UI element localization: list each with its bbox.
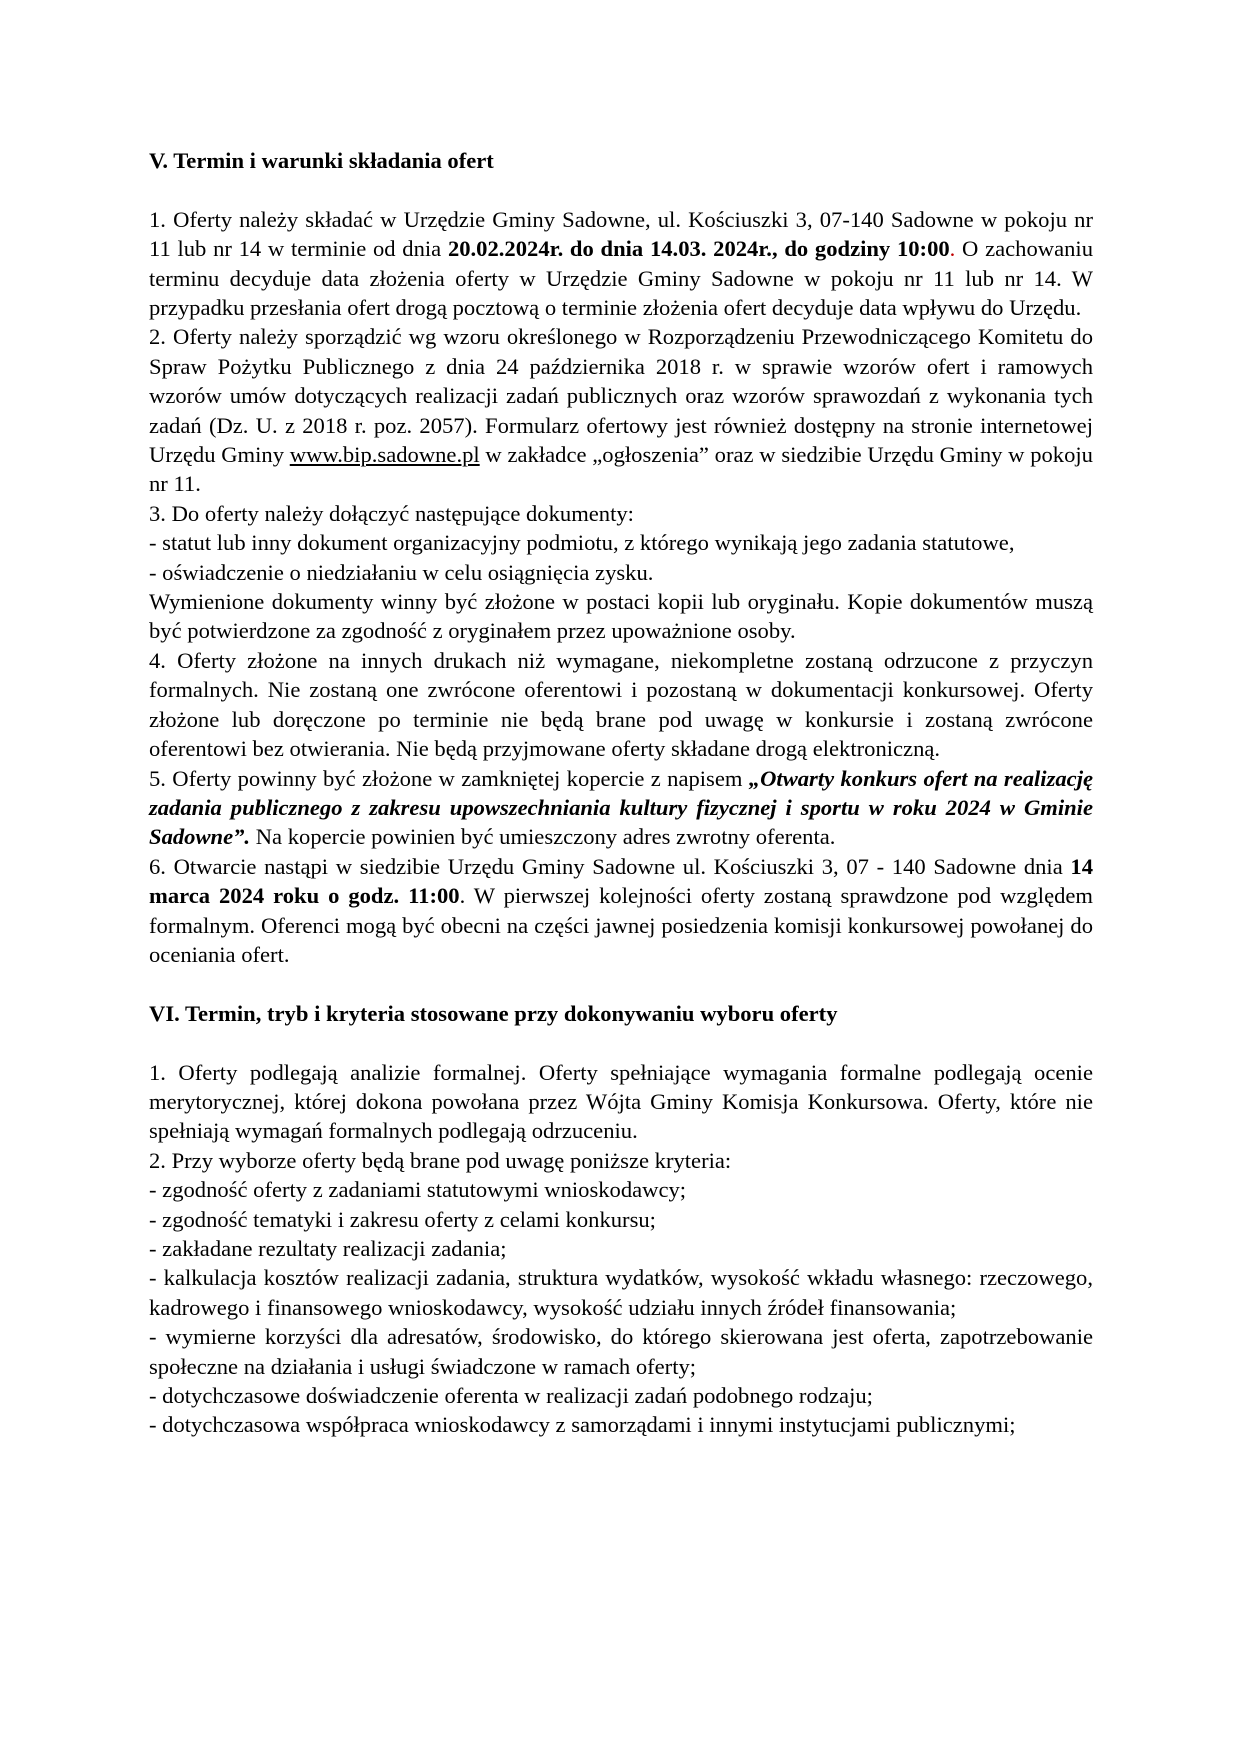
- bip-link[interactable]: www.bip.sadowne.pl: [289, 442, 480, 468]
- section-v-paragraph-3-note: Wymienione dokumenty winny być złożone w postaci kopii lub oryginału. Kopie dokumentów muszą być potwierdzone za zgodność z oryginałem przez upoważnione osoby.: [149, 589, 1093, 644]
- section-vi-paragraph-1: 1. Oferty podlegają analizie formalnej. Oferty spełniające wymagania formalne podlegają ocenie merytorycznej, której dokona powołana przez Wójta Gminy Komisja Konkursowa. Oferty, które nie spełniają wymagań formalnych podlegają odrzuceniu.: [149, 1059, 1093, 1144]
- criteria-item: - dotychczasowa współpraca wnioskodawcy z samorządami i innymi instytucjami publicznymi;: [149, 1412, 1016, 1438]
- criteria-item: - zgodność oferty z zadaniami statutowymi wnioskodawcy;: [149, 1177, 687, 1203]
- list-item: - statut lub inny dokument organizacyjny podmiotu, z którego wynikają jego zadania statutowe,: [149, 530, 1015, 556]
- list-item: - oświadczenie o niedziałaniu w celu osiągnięcia zysku.: [149, 559, 654, 585]
- criteria-item: - zakładane rezultaty realizacji zadania;: [149, 1235, 507, 1261]
- section-v-paragraph-1: 1. Oferty należy składać w Urzędzie Gminy Sadowne, ul. Kościuszki 3, 07-140 Sadowne w pokoju nr 11 lub nr 14 w terminie od dnia 20.02.2024r. do dnia 14.03. 2024r., do godziny 10:00. O zachowaniu terminu decyduje data złożenia oferty w Urzędzie Gminy Sadowne w pokoju nr 11 lub nr 14. W przypadku przesłania ofert drogą pocztową o terminie złożenia ofert decyduje data wpływu do Urzędu.: [149, 206, 1093, 321]
- section-v-paragraph-6: 6. Otwarcie nastąpi w siedzibie Urzędu Gminy Sadowne ul. Kościuszki 3, 07 - 140 Sadowne dnia 14 marca 2024 roku o godz. 11:00. W pierwszej kolejności oferty zostaną sprawdzone pod względem formalnym. Oferenci mogą być obecni na części jawnej posiedzenia komisji konkursowej powołanej do oceniania ofert.: [149, 853, 1093, 967]
- section-v-paragraph-4: 4. Oferty złożone na innych drukach niż wymagane, niekompletne zostaną odrzucone z przyczyn formalnych. Nie zostaną one zwrócone oferentowi i pozostaną w dokumentacji konkursowej. Oferty złożone lub doręczone po terminie nie będą brane pod uwagę w konkursie i zostaną zwrócone oferentowi bez otwierania. Nie będą przyjmowane oferty składane drogą elektroniczną.: [149, 647, 1093, 762]
- section-v-paragraph-2: 2. Oferty należy sporządzić wg wzoru określonego w Rozporządzeniu Przewodniczącego Komitetu do Spraw Pożytku Publicznego z dnia 24 października 2018 r. w sprawie wzorów ofert i ramowych wzorów umów dotyczących realizacji zadań publicznych oraz wzorów sprawozdań z wykonania tych zadań (Dz. U. z 2018 r. poz. 2057). Formularz ofertowy jest również dostępny na stronie internetowej Urzędu Gminy www.bip.sadowne.pl w zakładce „ogłoszenia” oraz w siedzibie Urzędu Gminy w pokoju nr 11.: [149, 324, 1093, 497]
- criteria-item: - dotychczasowe doświadczenie oferenta w realizacji zadań podobnego rodzaju;: [149, 1383, 873, 1409]
- document-page: [149, 146, 1093, 1440]
- criteria-item: - wymierne korzyści dla adresatów, środowisko, do którego skierowana jest oferta, zapotrzebowanie społeczne na działania i usługi świadczone w ramach oferty;: [149, 1324, 1093, 1379]
- criteria-item: - kalkulacja kosztów realizacji zadania, struktura wydatków, wysokość wkładu własnego: rzeczowego, kadrowego i finansowego wnioskodawcy, wysokość udziału innych źródeł finansowania;: [149, 1265, 1093, 1320]
- criteria-item: - zgodność tematyki i zakresu oferty z celami konkursu;: [149, 1206, 656, 1232]
- section-v-paragraph-5: 5. Oferty powinny być złożone w zamkniętej kopercie z napisem „Otwarty konkurs ofert na realizację zadania publicznego z zakresu upowszechniania kultury fizycznej i sportu w roku 2024 w Gminie Sadowne”. Na kopercie powinien być umieszczony adres zwrotny oferenta.: [149, 765, 1093, 850]
- section-vi-paragraph-2: 2. Przy wyborze oferty będą brane pod uwagę poniższe kryteria:: [149, 1147, 732, 1173]
- section-v-paragraph-3: 3. Do oferty należy dołączyć następujące dokumenty:: [149, 500, 634, 526]
- section-vi-heading: VI. Termin, tryb i kryteria stosowane przy dokonywaniu wyboru oferty: [149, 1000, 838, 1026]
- section-v-heading: V. Termin i warunki składania ofert: [149, 148, 494, 173]
